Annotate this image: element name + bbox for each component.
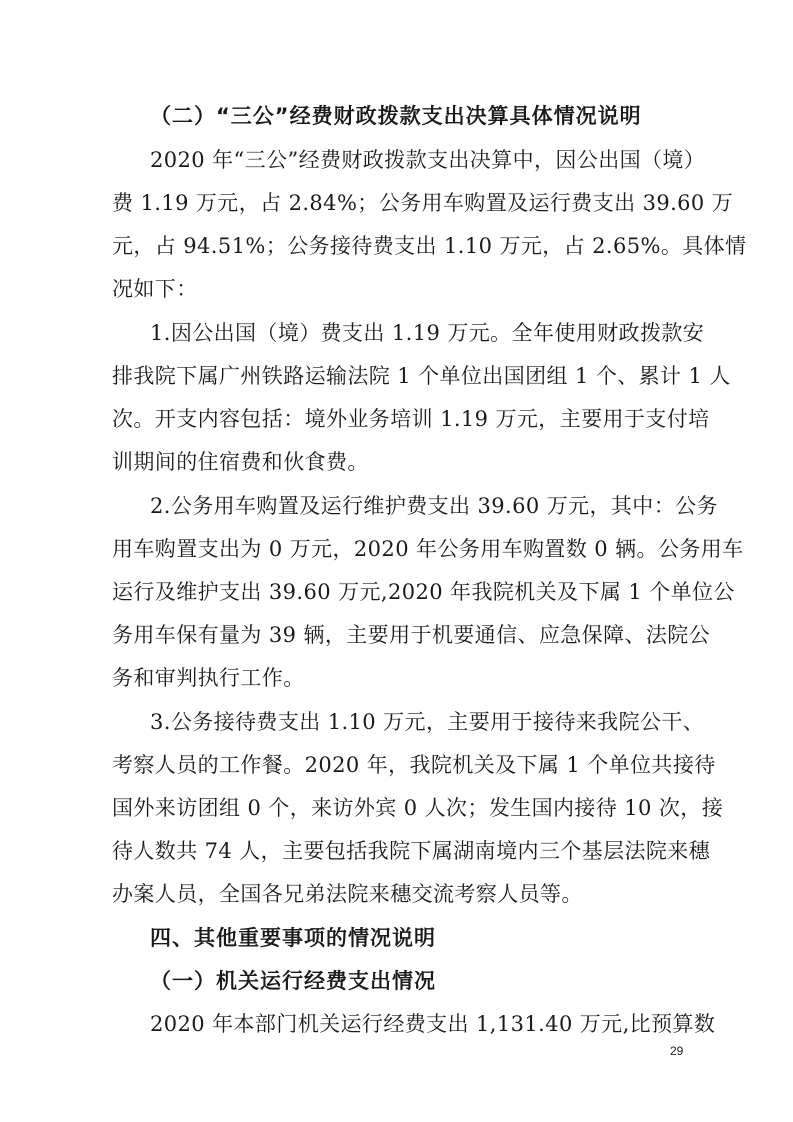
- page-number: 29: [670, 1044, 684, 1058]
- item3-line-4: 待人数共 74 人，主要包括我院下属湖南境内三个基层法院来穗: [112, 839, 711, 863]
- subsection-one-heading: （一）机关运行经费支出情况: [150, 969, 436, 993]
- section-heading-san-gong: （二）“三公”经费财政拨款支出决算具体情况说明: [150, 104, 642, 128]
- item1-line-3: 次。开支内容包括：境外业务培训 1.19 万元，主要用于支付培: [112, 407, 710, 431]
- section-four-heading: 四、其他重要事项的情况说明: [150, 926, 436, 950]
- item2-line-4: 务用车保有量为 39 辆，主要用于机要通信、应急保障、法院公: [112, 623, 711, 647]
- item2-line-3: 运行及维护支出 39.60 万元,2020 年我院机关及下属 1 个单位公: [112, 580, 735, 604]
- closing-line-1: 2020 年本部门机关运行经费支出 1,131.40 万元,比预算数: [150, 1012, 716, 1036]
- item1-line-1: 1.因公出国（境）费支出 1.19 万元。全年使用财政拨款安: [150, 321, 705, 345]
- item3-line-5: 办案人员，全国各兄弟法院来穗交流考察人员等。: [112, 882, 583, 906]
- item2-line-5: 务和审判执行工作。: [112, 666, 305, 690]
- item2-line-1: 2.公务用车购置及运行维护费支出 39.60 万元，其中：公务: [150, 494, 718, 518]
- item1-line-2: 排我院下属广州铁路运输法院 1 个单位出国团组 1 个、累计 1 人: [112, 364, 731, 388]
- intro-line-3: 元，占 94.51%；公务接待费支出 1.10 万元，占 2.65%。具体情: [112, 234, 747, 258]
- item3-line-1: 3.公务接待费支出 1.10 万元，主要用于接待来我院公干、: [150, 710, 705, 734]
- item1-line-4: 训期间的住宿费和伙食费。: [112, 450, 369, 474]
- intro-line-1: 2020 年“三公”经费财政拨款支出决算中，因公出国（境）: [150, 148, 706, 172]
- intro-line-4: 况如下：: [112, 277, 198, 301]
- item2-line-2: 用车购置支出为 0 万元，2020 年公务用车购置数 0 辆。公务用车: [112, 537, 744, 561]
- intro-line-2: 费 1.19 万元，占 2.84%；公务用车购置及运行费支出 39.60 万: [112, 191, 734, 215]
- item3-line-2: 考察人员的工作餐。2020 年，我院机关及下属 1 个单位共接待: [112, 753, 716, 777]
- item3-line-3: 国外来访团组 0 个，来访外宾 0 人次；发生国内接待 10 次，接: [112, 796, 724, 820]
